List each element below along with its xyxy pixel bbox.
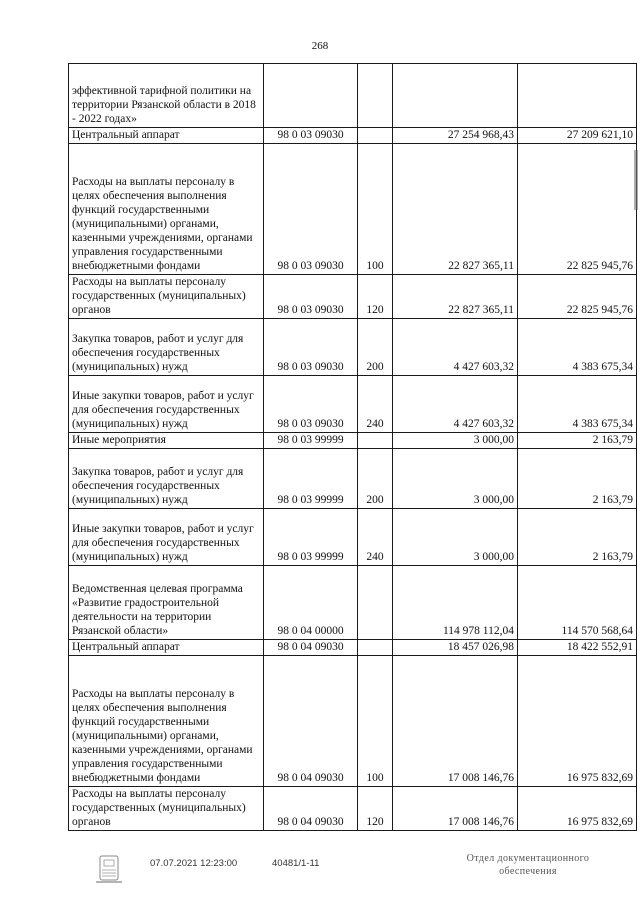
row-actual-amount-cell: 4 383 675,34: [518, 319, 637, 376]
budget-table: [68, 63, 637, 831]
row-expense-type-cell: [358, 64, 393, 128]
footer-department-stamp: [448, 852, 608, 878]
row-actual-amount-cell: 16 975 832,69: [518, 787, 637, 831]
row-plan-amount-cell: 17 008 146,76: [393, 656, 518, 787]
row-name-cell: Иные мероприятия: [69, 433, 264, 449]
row-actual-amount-cell: 2 163,79: [518, 509, 637, 566]
row-plan-amount-cell: 3 000,00: [393, 449, 518, 509]
row-code-cell: 98 0 03 99999: [264, 449, 358, 509]
table-row: [69, 144, 637, 275]
row-plan-amount-cell: [393, 64, 518, 128]
row-actual-amount-cell: 22 825 945,76: [518, 275, 637, 319]
table-row: [69, 433, 637, 449]
row-name-cell: Центральный аппарат: [69, 128, 264, 144]
row-actual-amount-cell: 2 163,79: [518, 449, 637, 509]
row-expense-type-cell: 100: [358, 656, 393, 787]
row-expense-type-cell: 120: [358, 787, 393, 831]
row-code-cell: 98 0 04 00000: [264, 566, 358, 640]
table-row: [69, 319, 637, 376]
table-row: [69, 640, 637, 656]
row-expense-type-cell: 200: [358, 449, 393, 509]
row-plan-amount-cell: 18 457 026,98: [393, 640, 518, 656]
row-actual-amount-cell: 114 570 568,64: [518, 566, 637, 640]
row-expense-type-cell: 120: [358, 275, 393, 319]
department-line-2: обеспечения: [499, 866, 557, 877]
row-plan-amount-cell: 4 427 603,32: [393, 319, 518, 376]
row-name-cell: эффективной тарифной политики на территории Рязанской области в 2018 - 2022 годах»: [69, 64, 264, 128]
table-row: [69, 64, 637, 128]
table-row: [69, 656, 637, 787]
row-actual-amount-cell: 4 383 675,34: [518, 376, 637, 433]
row-expense-type-cell: [358, 566, 393, 640]
table-row: [69, 128, 637, 144]
table-row: [69, 509, 637, 566]
row-actual-amount-cell: 27 209 621,10: [518, 128, 637, 144]
row-plan-amount-cell: 3 000,00: [393, 509, 518, 566]
row-expense-type-cell: 200: [358, 319, 393, 376]
row-expense-type-cell: 240: [358, 509, 393, 566]
scan-edge-mark: [634, 150, 638, 210]
row-name-cell: Расходы на выплаты персоналу государственных (муниципальных) органов: [69, 275, 264, 319]
row-actual-amount-cell: 18 422 552,91: [518, 640, 637, 656]
table-row: [69, 787, 637, 831]
row-name-cell: Расходы на выплаты персоналу в целях обеспечения выполнения функций государственными (муниципальными) органами, казенными учреждениями, органами управления государственными внебюджетными фондами: [69, 656, 264, 787]
row-code-cell: 98 0 03 99999: [264, 509, 358, 566]
row-plan-amount-cell: 3 000,00: [393, 433, 518, 449]
row-name-cell: Закупка товаров, работ и услуг для обеспечения государственных (муниципальных) нужд: [69, 319, 264, 376]
row-name-cell: Расходы на выплаты персоналу государственных (муниципальных) органов: [69, 787, 264, 831]
row-code-cell: 98 0 03 09030: [264, 128, 358, 144]
row-plan-amount-cell: 4 427 603,32: [393, 376, 518, 433]
row-expense-type-cell: [358, 433, 393, 449]
row-actual-amount-cell: [518, 64, 637, 128]
row-plan-amount-cell: 27 254 968,43: [393, 128, 518, 144]
budget-table-body: [69, 64, 637, 831]
table-row: [69, 275, 637, 319]
row-name-cell: Закупка товаров, работ и услуг для обеспечения государственных (муниципальных) нужд: [69, 449, 264, 509]
row-name-cell: Ведомственная целевая программа «Развитие градостроительной деятельности на территории Рязанской области»: [69, 566, 264, 640]
row-name-cell: Центральный аппарат: [69, 640, 264, 656]
table-row: [69, 449, 637, 509]
row-actual-amount-cell: 22 825 945,76: [518, 144, 637, 275]
row-plan-amount-cell: 22 827 365,11: [393, 144, 518, 275]
department-line-1: Отдел документационного: [466, 853, 590, 864]
document-footer: [0, 852, 640, 892]
footer-timestamp: 07.07.2021 12:23:00: [150, 858, 238, 869]
row-plan-amount-cell: 22 827 365,11: [393, 275, 518, 319]
row-code-cell: 98 0 03 09030: [264, 319, 358, 376]
row-expense-type-cell: [358, 128, 393, 144]
row-expense-type-cell: [358, 640, 393, 656]
row-expense-type-cell: 100: [358, 144, 393, 275]
emblem-icon: [92, 852, 126, 886]
row-code-cell: 98 0 04 09030: [264, 656, 358, 787]
row-code-cell: 98 0 04 09030: [264, 787, 358, 831]
row-name-cell: Иные закупки товаров, работ и услуг для обеспечения государственных (муниципальных) нужд: [69, 509, 264, 566]
row-code-cell: 98 0 03 09030: [264, 376, 358, 433]
row-actual-amount-cell: 16 975 832,69: [518, 656, 637, 787]
row-name-cell: Расходы на выплаты персоналу в целях обеспечения выполнения функций государственными (муниципальными) органами, казенными учреждениями, органами управления государственными внебюджетными фондами: [69, 144, 264, 275]
table-row: [69, 376, 637, 433]
row-plan-amount-cell: 17 008 146,76: [393, 787, 518, 831]
row-actual-amount-cell: 2 163,79: [518, 433, 637, 449]
row-plan-amount-cell: 114 978 112,04: [393, 566, 518, 640]
row-code-cell: 98 0 03 09030: [264, 275, 358, 319]
row-code-cell: 98 0 03 09030: [264, 144, 358, 275]
row-code-cell: [264, 64, 358, 128]
row-code-cell: 98 0 03 99999: [264, 433, 358, 449]
row-name-cell: Иные закупки товаров, работ и услуг для обеспечения государственных (муниципальных) нужд: [69, 376, 264, 433]
row-code-cell: 98 0 04 09030: [264, 640, 358, 656]
footer-reg-number: 40481/1-11: [272, 858, 320, 869]
page-number: 268: [311, 40, 329, 52]
row-expense-type-cell: 240: [358, 376, 393, 433]
table-row: [69, 566, 637, 640]
